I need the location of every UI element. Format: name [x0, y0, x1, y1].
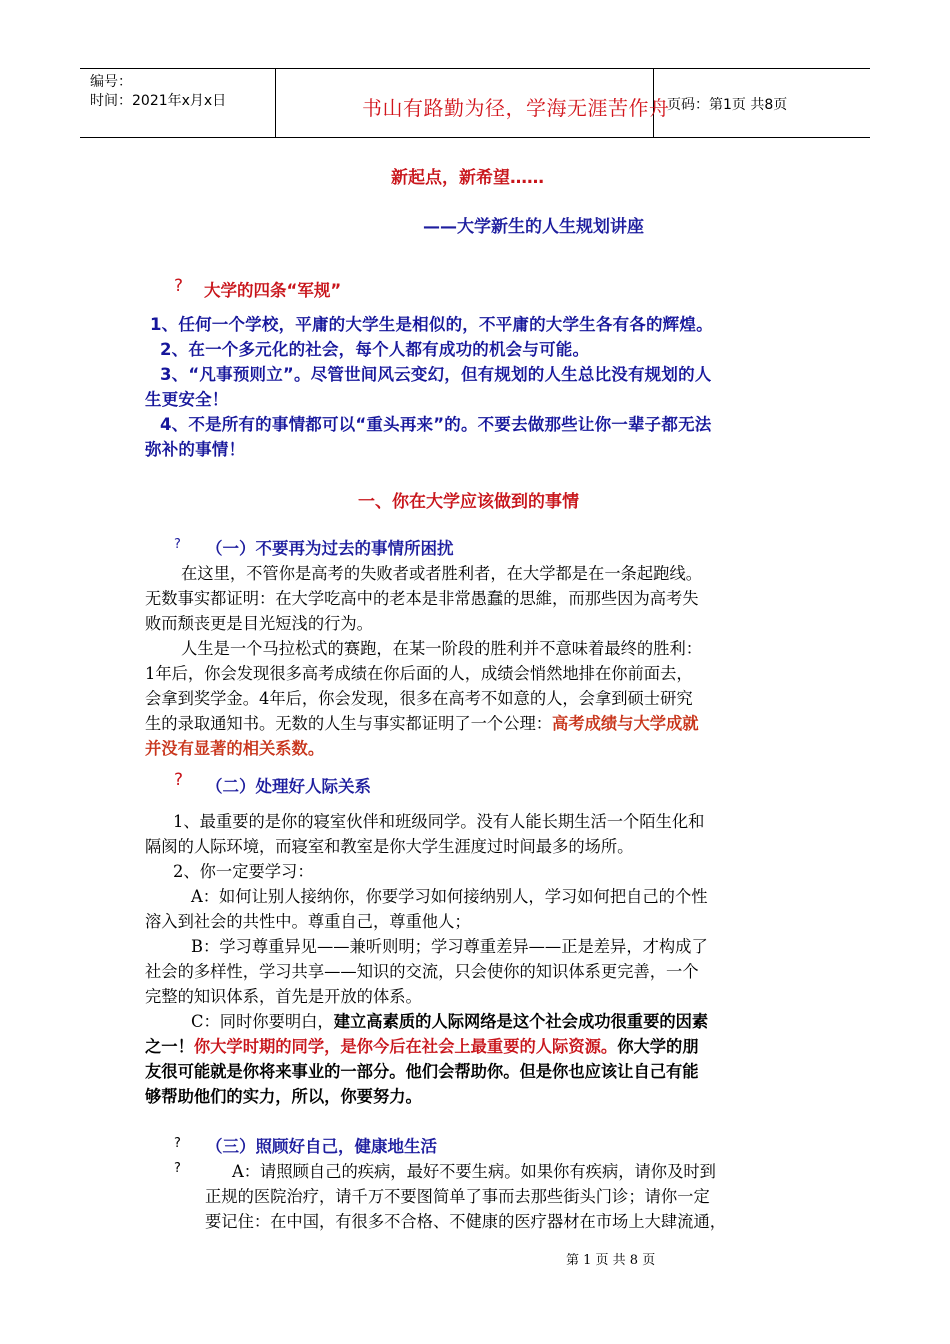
paragraph-line: 要记住：在中国，有很多不合格、不健康的医疗器材在市场上大肆流通， [205, 1212, 727, 1231]
text-run: ——知识的交流，只会使你的知识体系更完善，一个 [324, 962, 699, 981]
emphasis-text: 学习尊重异见 [219, 937, 317, 956]
text-run: ——正是差异，才构成了 [528, 937, 708, 956]
paragraph-line: 2、你一定要学习： [173, 862, 314, 881]
paragraph-line: 人生是一个马拉松式的赛跑，在某一阶段的胜利并不意味着最终的胜利： [181, 639, 703, 658]
paragraph-line: 会拿到奖学金。4年后，你会发现，很多在高考不如意的人，会拿到硕士研究 [145, 689, 693, 708]
paragraph-line [173, 808, 704, 832]
subsection-heading: （三）照顾好自己，健康地生活 [206, 1137, 437, 1156]
text-run: 和 [378, 812, 396, 831]
emphasis-text: 高考成绩与大学成就 [552, 714, 699, 733]
bullet-icon: ? [174, 770, 184, 790]
subsection-heading: （二）处理好人际关系 [206, 777, 371, 796]
text-run: 生的录取通知书。无数的人生与事实都证明了一个公理： [145, 714, 553, 733]
paragraph-line: 无数事实都证明：在大学吃高中的老本是非常愚蠢的思維，而那些因为高考失 [145, 589, 699, 608]
header-divider [275, 69, 276, 137]
text-run: ——兼听则明； [316, 937, 431, 956]
paragraph-line: 完整的知识体系，首先是开放的体系。 [145, 987, 422, 1006]
emphasis-text: 寝室伙伴 [313, 812, 379, 831]
text-run: 1、最重要的是你的 [173, 812, 314, 831]
section-heading: 一、你在大学应该做到的事情 [358, 492, 579, 512]
paragraph-line [191, 1008, 708, 1032]
text-run: C：同时你要明白， [191, 1012, 334, 1031]
text-run: 之一！ [145, 1037, 194, 1056]
bullet-icon: ? [174, 276, 184, 296]
paragraph-line: 够帮助他们的实力，所以，你要努力。 [145, 1087, 422, 1106]
emphasis-text: 建立高素质的人际网络是这个社会成功很重要的因素 [333, 1012, 709, 1031]
text-run: ，你要学习如何接纳别人，学习如何把自己的个性 [349, 887, 708, 906]
text-run: 。没有人能长期生活一个陌生化和 [460, 812, 705, 831]
emphasis-text: 学习共享 [258, 962, 325, 981]
page-footer: 第 1 页 共 8 页 [566, 1253, 656, 1268]
paragraph-line [145, 1033, 699, 1057]
header-meta [90, 73, 226, 111]
paragraph-line: 败而颓丧更是目光短浅的行为。 [145, 614, 373, 633]
emphasis-text: 如何让别人接纳你 [219, 887, 350, 906]
rule-4: 4、不是所有的事情都可以“重头再来”的。不要去做那些让你一辈子都无法 [160, 415, 712, 434]
rule-1: 1、任何一个学校，平庸的大学生是相似的，不平庸的大学生各有各的辉煌。 [150, 315, 713, 334]
header-time: 时间：2021年x月x日 [90, 93, 227, 109]
subsection-heading: （一）不要再为过去的事情所困扰 [206, 539, 454, 558]
emphasis-line: 并没有显著的相关系数。 [145, 739, 325, 758]
header-motto: 书山有路勤为径，学海无涯苦作舟 [362, 96, 670, 120]
paragraph-line: 溶入到社会的共性中。尊重自己，尊重他人； [145, 912, 471, 931]
paragraph-line: 正规的医院治疗，请千万不要图简单了事而去那些街头门诊；请你一定 [205, 1187, 710, 1206]
paragraph-line: 在这里，不管你是高考的失败者或者胜利者，在大学都是在一条起跑线。 [181, 564, 703, 583]
rule-3-cont: 生更安全！ [145, 390, 229, 409]
rules-heading: 大学的四条“军规” [204, 281, 342, 300]
paragraph-line [145, 958, 699, 982]
doc-subtitle: ——大学新生的人生规划讲座 [423, 217, 644, 237]
paragraph-line: 1年后，你会发现很多高考成绩在你后面的人，成绩会悄然地排在你前面去， [145, 664, 693, 683]
paragraph-line [191, 933, 708, 957]
emphasis-text: 你大学时期的同学，是你今后在社会上最重要的人际资源。 [193, 1037, 618, 1056]
rule-4-cont: 弥补的事情！ [145, 440, 246, 459]
doc-title: 新起点，新希望…… [391, 168, 544, 188]
bullet-icon: ? [174, 1136, 181, 1151]
paragraph-line [145, 710, 699, 734]
text-run: 你大学的朋 [617, 1037, 699, 1056]
text-run: A： [191, 887, 220, 906]
page-header [80, 68, 870, 138]
paragraph-line: A：请照顾自己的疾病，最好不要生病。如果你有疾病，请你及时到 [232, 1162, 716, 1181]
header-number: 编号： [90, 74, 132, 90]
emphasis-text: 学习尊重差异 [430, 937, 529, 956]
text-run: B： [191, 937, 220, 956]
header-page-info: 页码：第1页 共8页 [667, 97, 788, 113]
text-run: 社会的多样性， [145, 962, 259, 981]
bullet-icon: ? [174, 1161, 181, 1176]
bullet-icon: ? [174, 537, 181, 552]
rule-3: 3、“凡事预则立”。尽管世间风云变幻，但有规划的人生总比没有规划的人 [160, 365, 712, 384]
paragraph-line [191, 883, 708, 907]
paragraph-line: 隔阂的人际环境，而寝室和教室是你大学生涯度过时间最多的场所。 [145, 837, 634, 856]
emphasis-text: 班级同学 [395, 812, 461, 831]
rule-2: 2、在一个多元化的社会，每个人都有成功的机会与可能。 [160, 340, 590, 359]
paragraph-line: 友很可能就是你将来事业的一部分。他们会帮助你。但是你也应该让自己有能 [145, 1062, 699, 1081]
